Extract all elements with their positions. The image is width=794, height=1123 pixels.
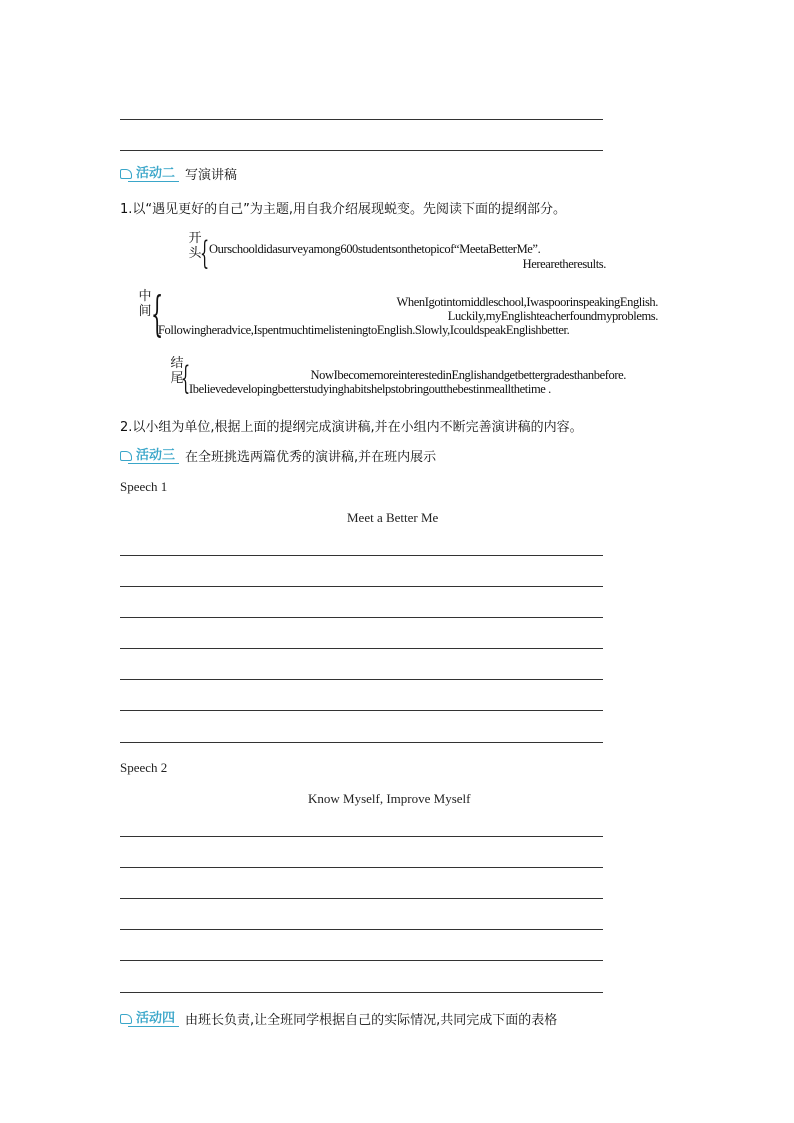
answer-line [120,555,603,556]
outline-opening-line: Ourschooldidasurveyamong600studentsonthetopicof“MeetaBetterMe”. [209,242,541,256]
answer-line [120,586,603,587]
answer-line [120,960,603,961]
speech2-label: Speech 2 [120,760,168,775]
speech1-label: Speech 1 [120,479,168,494]
activity2-badge: 活动二 [120,165,179,183]
outline-ending-line: Ibelievedevelopingbetterstudyinghabitshelpstobringoutthebestinmeallthetime . [189,382,551,396]
activity2-header [120,164,237,183]
answer-line [120,617,603,618]
instruction-2: 2.以小组为单位,根据上面的提纲完成演讲稿,并在小组内不断完善演讲稿的内容。 [120,420,583,435]
speech1-title: Meet a Better Me [347,510,439,525]
outline-middle-line: Luckily,myEnglishteacherfoundmyproblems. [447,309,658,323]
outline-ending-label: 结尾 [170,356,184,386]
outline-opening-label: 开头 [188,231,202,261]
answer-line [120,898,603,899]
answer-line [120,648,603,649]
answer-line [120,742,603,743]
activity3-title: 在全班挑选两篇优秀的演讲稿,并在班内展示 [185,450,437,465]
outline-middle-brace: { [151,286,164,342]
instruction-1: 1.以“遇见更好的自己”为主题,用自我介绍展现蜕变。先阅读下面的提纲部分。 [120,202,567,217]
outline-opening-line: Herearetheresults. [522,257,606,271]
answer-line [120,150,603,151]
activity4-badge: 活动四 [120,1010,179,1028]
outline-middle-label: 中间 [138,289,152,319]
outline-ending-line: NowIbecomemoreinterestedinEnglishandgetbettergradesthanbefore. [310,368,626,382]
activity2-title: 写演讲稿 [185,168,238,183]
outline-middle-line: WhenIgotintomiddleschool,IwaspoorinspeakingEnglish. [396,295,658,309]
answer-line [120,867,603,868]
answer-line [120,929,603,930]
answer-line [120,992,603,993]
outline-ending-brace: { [181,359,191,397]
activity3-header [120,446,436,465]
activity3-badge: 活动三 [120,447,179,465]
outline-opening-brace: { [200,234,210,272]
activity4-title: 由班长负责,让全班同学根据自己的实际情况,共同完成下面的表格 [185,1013,558,1028]
speech2-title: Know Myself, Improve Myself [308,791,471,806]
answer-line [120,679,603,680]
answer-line [120,710,603,711]
answer-line [120,119,603,120]
answer-line [120,836,603,837]
outline-middle-line: Followingheradvice,IspentmuchtimelisteningtoEnglish.Slowly,IcouldspeakEnglishbetter. [158,323,570,337]
activity4-header [120,1009,557,1028]
